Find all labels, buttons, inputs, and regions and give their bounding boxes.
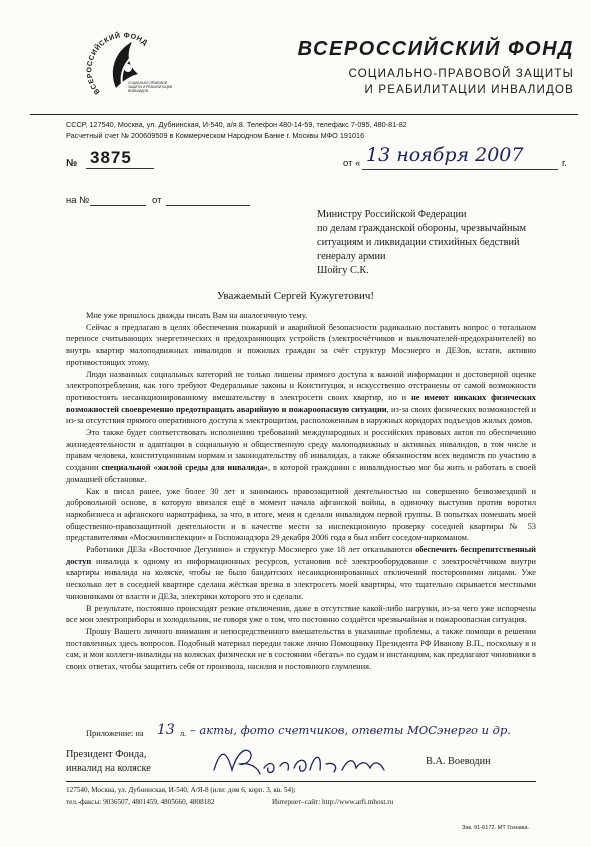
reply-number-label: на № <box>66 195 90 206</box>
outgoing-number: 3875 <box>90 148 132 167</box>
body-paragraph-4-text-a: Это также будет соответствовать исполнению требований международных и российских правовых актов по обеспечению жизнедеятельности и адаптации в социальную и общественную среду малоподвижных и активных инвалидов, в том числе и правам человека, конституционным нормам и законодательству об инвалидах, а также обязанностям всех ведомств по участию в создании <box>66 428 536 473</box>
footer-address: 127540, Москва, ул. Дубнинская, И-540, А/Я-8 (или: дом 6, корп. 3, кв. 54); <box>66 786 296 794</box>
footer-phones: тел.-факсы: 9036507, 4801459, 4805660, 4808182 <box>66 798 215 806</box>
body-paragraph-6-text-a: Работники ДЕЗа «Восточное Дегунино» и структур Мосэнерго уже 18 лет отказываются <box>86 545 416 555</box>
print-mark: Зак. 91-6172. МТ Гознака. <box>462 825 530 831</box>
signatory-title-1: Президент Фонда, <box>66 749 147 760</box>
body-paragraph-3-text-a: Люди названных социальных категорий не только лишены прямого доступа к важной информации и достоверной оценке электропотребления, как того требуют Федеральные законы и Конституция, и искусственно отстранены от самой возможности противостоять несанкционированному вмешательству в электросети своих квартир, но и <box>66 369 536 402</box>
letter-body <box>66 310 536 673</box>
addressee-line-1: Министру Российской Федерации <box>317 209 467 220</box>
body-paragraph-4 <box>66 427 536 486</box>
attachment-label: Приложение: на <box>86 729 144 738</box>
footer-website: Интернет–сайт: http://www.arfi.mhost.ru <box>272 798 394 806</box>
reply-from-label: от <box>152 195 162 206</box>
fund-subtitle-1: СОЦИАЛЬНО-ПРАВОВОЙ ЗАЩИТЫ <box>348 68 574 80</box>
signatory-name: В.А. Воеводин <box>426 756 491 767</box>
body-paragraph-4-emphasis: специальной «жилой среды для инвалида» <box>101 463 268 473</box>
addressee-line-4: генералу армии <box>317 251 386 262</box>
attachment-pages: 13 <box>157 722 175 738</box>
body-paragraph-6-emphasis: обеспечить беспрепятственный доступ <box>66 545 536 566</box>
body-paragraph-7: В результате, постоянно происходят резкие отключения, даже в отсутствие какой-либо нагрузки, из-за чего уже испорчены все мои электроприборы и холодильник, не говоря уже о том, что постоянно создаётся чрезвычайная и пожароопасная ситуация. <box>66 603 536 625</box>
body-paragraph-8: Прошу Вашего личного внимания и непосредственного вмешательства в указанные проблемы, а также помощи в решении поставленных здесь вопросов. Подобный материал передан также лично Помощнику Президента РФ Иванову В.П., поскольку я и сам, и мои коллеги-инвалиды на колясках физически не в состоянии «бегать» по судам и инстанциям, как предлагают чиновники в своих ответах, чтобы защитить себя от произвола, насилия и постоянного глумления. <box>66 626 536 672</box>
body-paragraph-3-emphasis: не имеют никаких физических возможностей своевременно предотвращать аварийную и пожароопасную ситуации <box>66 392 536 414</box>
reply-from-line <box>166 205 250 206</box>
logo-small-text: СОЦИАЛЬНО-ПРАВОВОЙ ЗАЩИТЫ И РЕАБИЛИТАЦИИ ИНВАЛИДОВ <box>128 81 173 93</box>
footer-divider <box>66 781 536 782</box>
body-paragraph-2: Сейчас я предлагаю в целях обеспечения пожарной и аварийной безопасности радикально поставить вопрос о тотальном переносе считывающих энергетических и предохраняющих устройств (электросчётчиков и выключателей-предохранителей) во внутрь квартир малоподвижных инвалидов и пожилых граждан за счёт структур Мосэнерго и ДЕЗов, кстати, активно противостоящих этому. <box>66 322 536 367</box>
outgoing-number-label: № <box>66 158 78 169</box>
fund-subtitle-2: И РЕАБИЛИТАЦИИ ИНВАЛИДОВ <box>364 84 574 96</box>
addressee-line-2: по делам гражданской обороны, чрезвычайным <box>317 223 526 234</box>
date-suffix: г. <box>562 158 567 169</box>
letter-date: 13 ноября 2007 <box>366 144 524 166</box>
body-paragraph-6 <box>66 544 536 603</box>
salutation: Уважаемый Сергей Кужугетович! <box>216 290 375 302</box>
addressee-line-3: ситуациям и ликвидации стихийных бедствий <box>317 237 520 248</box>
addressee-line-5: Шойгу С.К. <box>317 265 369 276</box>
letterhead-address: СССР, 127540, Москва, ул. Дубнинская, И-540, а/я 8. Телефон 480-14-59, телефакс 7-095, 480-81-82 <box>66 120 407 129</box>
letterhead-account: Расчетный счет № 200609509 в Коммерческом Народном Банке г. Москвы МФО 191016 <box>66 131 365 140</box>
attachment-handwritten: – акты, фото счетчиков, ответы МОСэнерго и др. <box>190 723 511 737</box>
date-from-label: от « <box>343 158 361 169</box>
body-paragraph-3-text-b: , из-за своих физических возможностей и из-за отсутствия прямого оперативного доступа к электрощитам, расположенным в наружных коридорах подъездов жилых домов. <box>66 404 536 426</box>
fund-title: ВСЕРОССИЙСКИЙ ФОНД <box>297 38 574 60</box>
number-underline <box>86 168 154 169</box>
body-paragraph-6-text-b: инвалида к одному из информационных ресурсов, установив всё электрооборудование с электросчётчиком внутри квартиры инвалида на коляске, чтобы не было бандитских несанкционированных отключений посторонними лицами. Уже несколько лет в соседней квартире сделана жёсткая врезка в электросеть моей квартиры, что тщательно скрывается местными чиновниками от власти и ДЕЗа, электрики которого это и сделали. <box>66 556 536 601</box>
signatory-title-2: инвалид на коляске <box>66 763 151 774</box>
reply-number-line <box>90 205 146 206</box>
date-underline <box>362 169 558 170</box>
attachment-suffix: л. <box>180 729 187 738</box>
handwritten-signature <box>210 740 390 782</box>
logo-ring-text: ВСЕРОССИЙСКИЙ ФОНД <box>86 32 149 96</box>
body-paragraph-5: Как я писал ранее, уже более 30 лет я занимаюсь правозащитной деятельностью на совершенно безвозмездной и добровольной основе, в которую ввязался ещё в момент начала афганской войны, в одиночку выступив против воротил наркобизнеса и афганского наркотрафика, за что, в итоге, меня и сделали инвалидом первой группы. В попытках помешать моей общественно-правозащитной деятельности и в качестве мести за инспекционную проверку соседней квартиры № 53 представителями «Мосжилинспекции» и Госпожнадзора 29 декабря 2006 года я был избит соседом-наркоманом. <box>66 486 536 543</box>
letterhead-divider <box>30 114 578 115</box>
body-paragraph-1: Мне уже пришлось дважды писать Вам на аналогичную тему. <box>86 311 308 320</box>
body-paragraph-4-text-b: , в которой гражданин с инвалидностью мог бы жить и работать в своей домашней обстановке. <box>66 463 536 484</box>
body-paragraph-3 <box>66 369 536 428</box>
